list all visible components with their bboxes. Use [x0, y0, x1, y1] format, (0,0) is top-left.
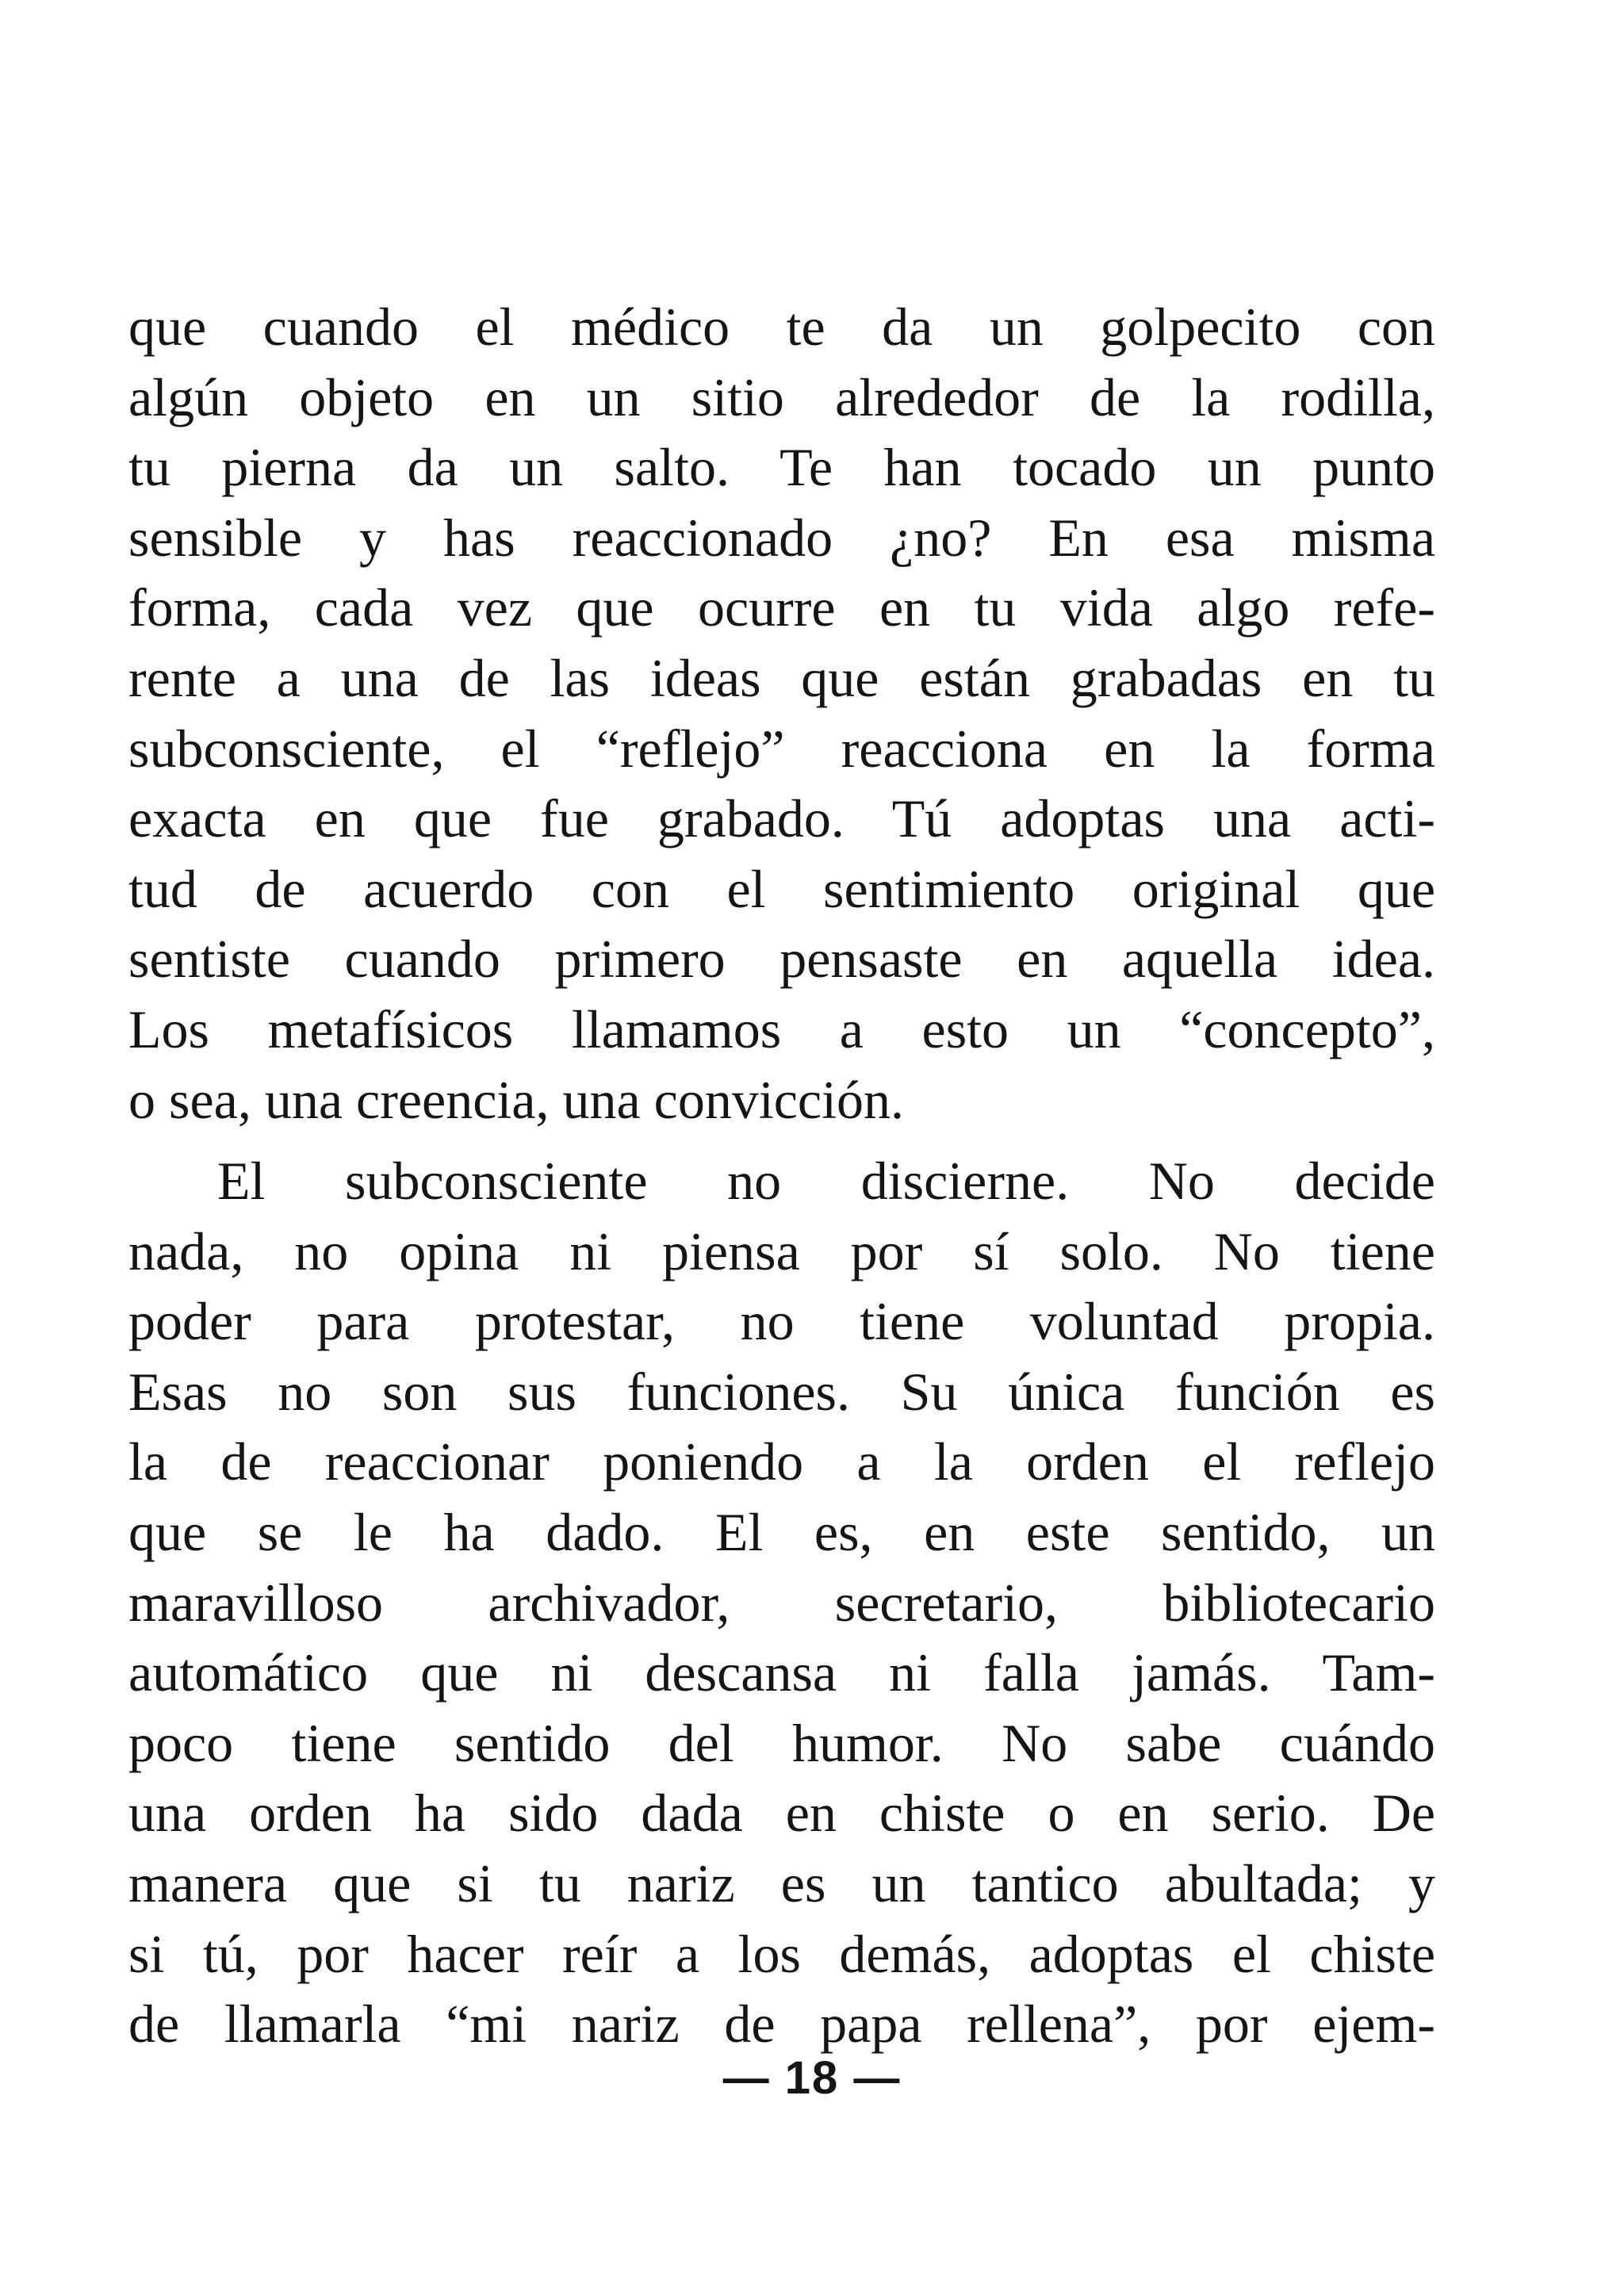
text-line: manera que si tu nariz es un tantico abultada; y — [128, 1852, 1435, 1913]
text-line: la de reaccionar poniendo a la orden el reflejo — [128, 1431, 1435, 1492]
text-line: una orden ha sido dada en chiste o en serio. De — [128, 1783, 1435, 1844]
text-line: que se le ha dado. El es, en este sentido, un — [128, 1501, 1435, 1562]
text-line: Esas no son sus funciones. Su única función es — [128, 1361, 1435, 1422]
text-line: o sea, una creencia, una convicción. — [128, 1069, 904, 1130]
text-line: rente a una de las ideas que están grabadas en tu — [128, 647, 1435, 708]
text-line: poder para protestar, no tiene voluntad propia. — [128, 1291, 1435, 1352]
text-line: El subconsciente no discierne. No decide — [217, 1151, 1435, 1211]
paragraph-2 — [128, 1146, 1435, 2059]
text-line: de llamarla “mi nariz de papa rellena”, por ejem- — [128, 1994, 1435, 2055]
page-number: — 18 — — [722, 2052, 902, 2104]
text-line: forma, cada vez que ocurre en tu vida algo refe- — [128, 577, 1435, 638]
text-line: que cuando el médico te da un golpecito con — [128, 297, 1435, 357]
text-line: tud de acuerdo con el sentimiento original que — [128, 858, 1435, 919]
text-line: poco tiene sentido del humor. No sabe cuándo — [128, 1712, 1435, 1773]
text-line: algún objeto en un sitio alrededor de la rodilla, — [128, 366, 1435, 427]
paragraph-1 — [128, 292, 1435, 1135]
text-line: automático que ni descansa ni falla jamás. Tam- — [128, 1642, 1435, 1703]
text-line: si tú, por hacer reír a los demás, adoptas el chiste — [128, 1923, 1435, 1984]
text-line: maravilloso archivador, secretario, bibliotecario — [128, 1572, 1435, 1633]
text-line: subconsciente, el “reflejo” reacciona en la forma — [128, 718, 1435, 779]
text-line: nada, no opina ni piensa por sí solo. No tiene — [128, 1220, 1435, 1281]
text-line: tu pierna da un salto. Te han tocado un punto — [128, 437, 1435, 498]
text-line: Los metafísicos llamamos a esto un “concepto”, — [128, 998, 1435, 1059]
text-line: sensible y has reaccionado ¿no? En esa misma — [128, 507, 1435, 568]
text-line: sentiste cuando primero pensaste en aquella idea. — [128, 929, 1435, 990]
text-line: exacta en que fue grabado. Tú adoptas una acti- — [128, 788, 1435, 849]
